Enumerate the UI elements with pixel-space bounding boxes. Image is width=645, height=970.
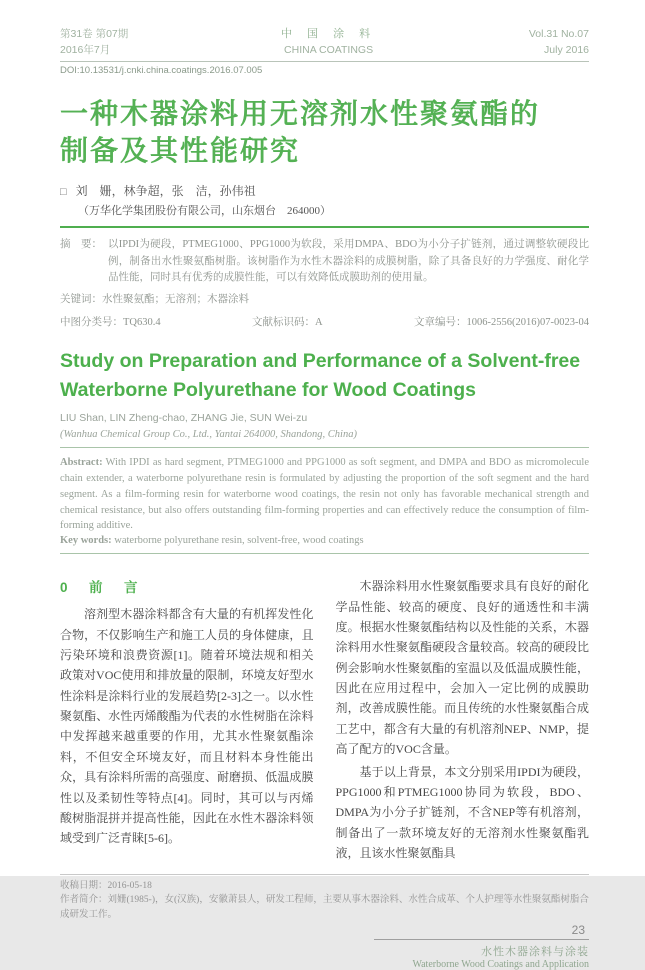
journal-name-en: CHINA COATINGS (284, 43, 374, 56)
affiliation-en: (Wanhua Chemical Group Co., Ltd., Yantai 264000, Shandong, China) (60, 429, 357, 441)
masthead-left (60, 27, 128, 59)
clc-number: 中图分类号：TQ630.4 (60, 316, 161, 328)
doi-line: DOI:10.13531/j.cnki.china.coatings.2016.07.005 (60, 65, 263, 77)
authors-cn (60, 182, 589, 199)
body-paragraph: 基于以上背景，本文分别采用IPDI为硬段，PPG1000和PTMEG1000协同为软段，BDO、DMPA为小分子扩链剂，不含NEP等有机溶剂，制备出了一款环境友好的无溶剂水性聚氨酯乳液，且该水性聚氨酯具 (335, 764, 589, 861)
keywords-cn (60, 291, 589, 306)
keywords-cn-text: 水性聚氨酯；无溶剂；木器涂料 (102, 293, 249, 305)
abstract-cn (60, 237, 589, 287)
article-title-cn (60, 96, 589, 170)
abstract-en-top-divider (60, 447, 589, 448)
body-right-column (336, 576, 590, 863)
footer-divider (374, 939, 589, 940)
article-title-en-line2: Waterborne Polyurethane for Wood Coatings (60, 379, 477, 402)
volume-issue-cn: 第31卷 第07期 (60, 27, 129, 40)
abstract-en-label: Abstract: (60, 457, 103, 469)
masthead-right (529, 27, 589, 59)
keywords-en-text: waterborne polyurethane resin, solvent-free, wood coatings (111, 535, 364, 547)
article-id: 文章编号：1006-2556(2016)07-0023-04 (414, 316, 589, 328)
footnote-block (60, 874, 589, 923)
author-square-marker: □ (60, 186, 67, 199)
issue-date-cn: 2016年7月 (60, 43, 111, 56)
article-title-en-line1: Study on Preparation and Performance of a Solvent-free (60, 349, 581, 372)
article-title-cn-line1: 一种木器涂料用无溶剂水性聚氨酯的 (60, 98, 541, 130)
body-paragraph: 木器涂料用水性聚氨酯要求具有良好的耐化学品性能、较高的硬度、良好的通透性和丰满度。根据水性聚氨酯结构以及性能的关系，木器涂料用水性聚氨酯硬段含量较高。较高的硬段比例会影响水性聚氨酯的室温以及低温成膜性能，因此在应用过程中，会加入一定比例的成膜助剂，改善成膜性能。而且传统的水性聚氨酯合成工艺中，都含有大量的有机溶剂NEP、NMP，提高了配方的VOC含量。 (335, 579, 589, 757)
article-title-en (60, 347, 589, 406)
body-left-column (60, 576, 314, 863)
affiliation-cn: （万华化学集团股份有限公司，山东烟台 264000） (78, 205, 331, 218)
author-names-cn: 刘 姗，林争超，张 洁，孙伟祖 (75, 184, 256, 199)
author-bio: 作者简介：刘姗(1985-)，女(汉族)，安徽萧县人，研发工程师，主要从事木器涂料、水性合成革、个人护理等水性聚氨酯树脂合成研发工作。 (60, 895, 589, 921)
keywords-en (60, 535, 589, 546)
document-code: 文献标识码：A (252, 316, 323, 328)
abstract-cn-label: 摘 要： (60, 239, 102, 251)
keywords-cn-label: 关键词： (60, 293, 102, 305)
page-number: 23 (571, 922, 585, 937)
journal-name-cn: 中 国 涂 料 (280, 28, 377, 40)
received-date: 收稿日期：2016-05-18 (60, 880, 152, 891)
keywords-en-label: Key words: (60, 535, 112, 547)
abstract-cn-text: 以IPDI为硬段，PTMEG1000、PPG1000为软段，采用DMPA、BDO为小分子扩链剂，通过调整软硬段比例，制备出水性聚氨酯树脂。该树脂作为水性木器涂料的成膜树脂，除了具备良好的力学强度、耐化学品性能，同时具有优秀的成膜性能，可以有效降低成膜助剂的使用量。 (108, 239, 589, 284)
journal-masthead (60, 26, 589, 58)
page-footer (60, 923, 589, 970)
footer-column-title-en: Waterborne Wood Coatings and Application (412, 958, 589, 970)
article-title-cn-line2: 制备及其性能研究 (60, 135, 301, 167)
masthead-divider (60, 61, 589, 62)
volume-issue-en: Vol.31 No.07 (528, 27, 589, 40)
masthead-center (281, 26, 376, 58)
classification-row (60, 314, 589, 329)
abstract-en-text: With IPDI as hard segment, PTMEG1000 and PPG1000 as soft segment, and DMPA and BDO as micromolecule chain extender, a waterborne polyurethane resin is formulated by adjusting the proportion of the soft segment and the hard segment. As a film-forming resin for waterborne wood coatings, the resin not only has favorable mechanical strength and chemical resistance, but also offers outstanding film-forming properties and can effectively reduce the consumption of film-forming additive. (60, 457, 589, 532)
authors-en: LIU Shan, LIN Zheng-chao, ZHANG Jie, SUN Wei-zu (60, 412, 308, 425)
abstract-en (60, 455, 589, 534)
body-paragraph: 溶剂型木器涂料都含有大量的有机挥发性化合物，不仅影响生产和施工人员的身体健康，且污染环境和浪费资源[1]。随着环境法规和相关政策对VOC使用和排放量的限制，环境友好型水性涂料是涂料行业的发展趋势[2-3]之一。以水性聚氨酯、水性丙烯酸酯为代表的水性树脂在涂料中发挥越来越重要的作用，尤其水性聚氨酯涂料，不但安全环境友好，而且材料本身性能出众，具有涂料所需的高强度、耐磨损、低温成膜性以及柔韧性等特点[4]。同时，其可以与丙烯酸树脂混拼并提高性能，因此在水性木器涂料领域受到广泛青睐[5-6]。 (60, 607, 314, 846)
article-body (60, 576, 589, 863)
issue-date-en: July 2016 (544, 43, 589, 56)
footer-column-title-cn: 水性木器涂料与涂装 (481, 945, 589, 958)
section-heading-intro: 0 前 言 (60, 580, 142, 596)
accent-divider (60, 226, 589, 228)
abstract-en-bottom-divider (60, 553, 589, 554)
